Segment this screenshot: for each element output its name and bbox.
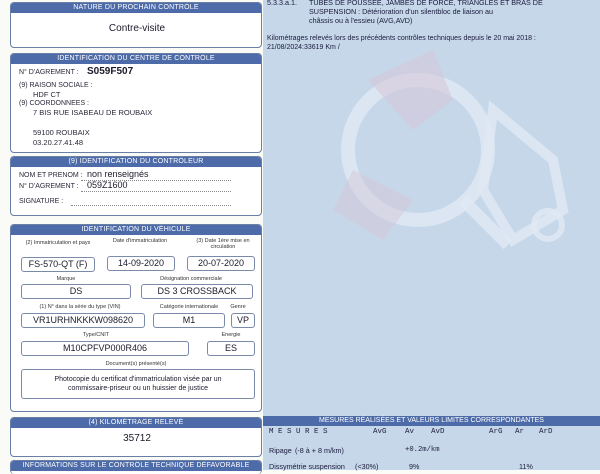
genre-value: VP [231, 313, 255, 328]
dissymetrie-label: Dissymétrie suspension [269, 462, 345, 471]
defect-line2: SUSPENSION : Détérioration d'un silentbloc de liaison au [309, 7, 493, 16]
vehicule-section [10, 224, 262, 412]
col-avd: AvD [431, 428, 445, 436]
centre-header: IDENTIFICATION DU CENTRE DE CONTRÔLE [11, 54, 261, 64]
coordonnees-label: (9) COORDONNEES : [19, 100, 90, 107]
docs-line2: commissaire-priseur ou un huissier de justice [67, 385, 209, 392]
ripage-range: (-8 à + 8 m/km) [295, 446, 344, 455]
docs-box [21, 369, 255, 399]
km-history-line1: Kilométrages relevés lors des précédents contrôles techniques depuis le 20 mai 2018 : [267, 35, 536, 42]
designation-value: DS 3 CROSSBACK [141, 284, 253, 299]
vin-label: (1) N° dans la série du type (VIN) [39, 304, 121, 310]
ripage-label: Ripage [269, 446, 292, 455]
infos-section [10, 460, 262, 474]
signature-dotline [71, 205, 231, 206]
controleur-agrement-value: 059Z1600 [87, 180, 128, 190]
centre-agrement-label: N° D'AGREMENT : [19, 69, 79, 76]
genre-label: Genre [230, 304, 246, 310]
marque-label: Marque [56, 276, 76, 282]
left-column [10, 0, 262, 470]
prochain-controle-section [10, 2, 262, 48]
defect-line3: châssis ou à l'essieu (AVG,AVD) [309, 16, 413, 25]
docs-line1: Photocopie du certificat d'immatriculation visée par un [54, 376, 222, 383]
defect-line1: TUBES DE POUSSEE, JAMBES DE FORCE, TRIANGLES ET BRAS DE [309, 0, 543, 7]
controleur-nom-label: NOM ET PRENOM : [19, 172, 83, 179]
infos-header: INFORMATIONS SUR LE CONTRÔLE TECHNIQUE DÉFAVORABLE [11, 461, 261, 471]
col-arg: ArG [489, 428, 503, 436]
kilometrage-header: (4) KILOMÉTRAGE RELEVÉ [11, 418, 261, 428]
type-value: M10CPFVP000R406 [21, 341, 189, 356]
docs-label: Document(s) présenté(s) [105, 361, 167, 367]
address-line2: 59100 ROUBAIX [33, 128, 90, 137]
dissymetrie-ar: 11% [519, 462, 533, 471]
raison-sociale-value: HDF CT [33, 90, 61, 99]
type-label: Type/CNIT [82, 332, 110, 338]
defect-code: 5.3.3.a.1. [267, 0, 297, 7]
address-line1: 7 BIS RUE ISABEAU DE ROUBAIX [33, 108, 153, 117]
centre-section [10, 53, 262, 153]
energie-value: ES [207, 341, 255, 356]
vehicule-header: IDENTIFICATION DU VÉHICULE [11, 225, 261, 235]
prochain-controle-value: Contre-visite [108, 23, 166, 34]
controleur-agrement-label: N° D'AGREMENT : [19, 183, 79, 190]
marque-value: DS [21, 284, 131, 299]
date-mise-label: (3) Date 1ère mise en circulation [196, 238, 250, 250]
prochain-controle-header: NATURE DU PROCHAIN CONTRÔLE [11, 3, 261, 13]
categorie-value: M1 [153, 313, 225, 328]
date-mise-value: 20-07-2020 [187, 256, 255, 271]
categorie-label: Catégorie internationale [159, 304, 219, 310]
car-watermark-icon [293, 40, 583, 280]
raison-sociale-label: (9) RAISON SOCIALE : [19, 82, 93, 89]
col-avg: AvG [373, 428, 387, 436]
col-ard: ArD [539, 428, 553, 436]
immat-value: FS-570-QT (F) [21, 257, 95, 272]
date-immat-value: 14-09-2020 [107, 256, 175, 271]
agrement-dotline [81, 191, 231, 192]
immat-label: (2) Immatriculation et pays [25, 240, 91, 246]
date-immat-label: Date d'immatriculation [112, 238, 168, 244]
energie-label: Energie [221, 332, 241, 338]
col-av: Av [405, 428, 415, 436]
controleur-nom-value: non renseignés [87, 169, 149, 179]
col-ar: Ar [515, 428, 525, 436]
mesures-label: M E S U R E S [269, 428, 328, 436]
dissymetrie-av: 9% [409, 462, 420, 471]
kilometrage-value: 35712 [123, 433, 151, 444]
phone: 03.20.27.41.48 [33, 138, 84, 147]
mesures-header: MESURES RÉALISÉES ET VALEURS LIMITES CORRESPONDANTES [263, 416, 600, 426]
controleur-header: (9) IDENTIFICATION DU CONTRÔLEUR [11, 157, 261, 167]
kilometrage-section [10, 417, 262, 457]
designation-label: Désignation commerciale [160, 276, 222, 282]
vin-value: VR1URHNKKKW098620 [21, 313, 145, 328]
right-panel [263, 0, 600, 470]
km-history-line2: 21/08/2024:33619 Km / [267, 44, 340, 51]
dissymetrie-range: (<30%) [355, 462, 379, 471]
signature-label: SIGNATURE : [19, 198, 64, 205]
centre-agrement-value: S059F507 [87, 66, 134, 77]
controleur-section [10, 156, 262, 216]
ripage-value: +0.2m/km [405, 446, 440, 454]
